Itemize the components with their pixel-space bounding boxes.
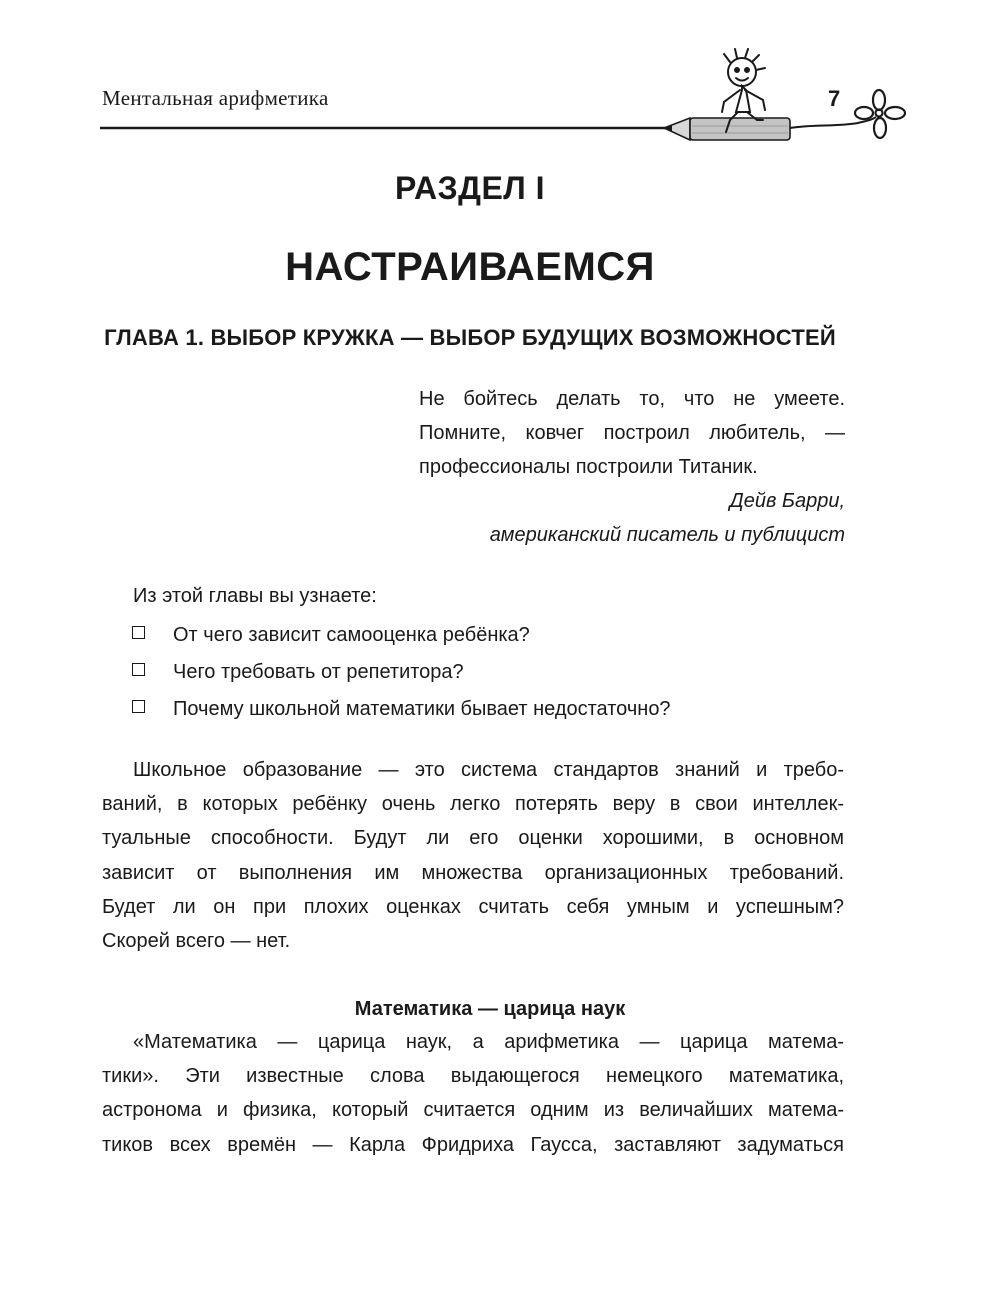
paragraph-line: туальные способности. Будут ли его оценки хорошими, в основном <box>102 827 844 850</box>
page-number: 7 <box>828 86 841 111</box>
checkbox-bullet-icon <box>132 626 145 639</box>
section-label: РАЗДЕЛ I <box>394 170 546 206</box>
checkbox-bullet-icon <box>132 700 145 713</box>
paragraph-line: Скорей всего — нет. <box>102 930 291 953</box>
body-paragraph <box>102 753 844 958</box>
body-paragraph <box>102 1025 844 1162</box>
goals-list <box>132 620 671 731</box>
header-decoration <box>0 0 987 170</box>
list-item <box>132 620 671 657</box>
goals-lead-in: Из этой главы вы узнаете: <box>133 585 377 607</box>
paragraph-line: астронома и физика, который считается одним из величайших матема- <box>102 1099 844 1122</box>
list-item <box>132 657 671 694</box>
paragraph-line: Будет ли он при плохих оценках считать себя умным и успешным? <box>102 895 844 918</box>
list-item-text: Почему школьной математики бывает недостаточно? <box>173 698 671 720</box>
chapter-title: ГЛАВА 1. ВЫБОР КРУЖКА — ВЫБОР БУДУЩИХ ВОЗМОЖНОСТЕЙ <box>104 325 836 350</box>
list-item-text: От чего зависит самооценка ребёнка? <box>173 624 530 646</box>
flower-icon <box>855 90 905 138</box>
paragraph-line: «Математика — царица наук, а арифметика — царица матема- <box>133 1031 844 1053</box>
checkbox-bullet-icon <box>132 663 145 676</box>
paragraph-line: тики». Эти известные слова выдающегося немецкого математика, <box>102 1065 844 1088</box>
running-title: Ментальная арифметика <box>102 86 329 110</box>
epigraph-author-description: американский писатель и публицист <box>489 524 845 546</box>
epigraph-author: Дейв Барри, <box>729 490 845 512</box>
part-title: НАСТРАИВАЕМСЯ <box>285 245 655 289</box>
list-item-text: Чего требовать от репетитора? <box>173 661 464 683</box>
epigraph-line: Помните, ковчег построил любитель, — <box>419 422 845 444</box>
epigraph <box>419 382 845 552</box>
epigraph-line: профессионалы построили Титаник. <box>419 456 758 478</box>
subheading: Математика — царица наук <box>354 998 626 1020</box>
paragraph-line: Школьное образование — это система стандартов знаний и требо- <box>133 759 844 781</box>
paragraph-line: тиков всех времён — Карла Фридриха Гаусса, заставляют задуматься <box>102 1133 844 1156</box>
paragraph-line: зависит от выполнения им множества организационных требований. <box>102 861 844 884</box>
list-item <box>132 694 671 731</box>
epigraph-line: Не бойтесь делать то, что не умеете. <box>419 388 845 410</box>
paragraph-line: ваний, в которых ребёнку очень легко потерять веру в свои интеллек- <box>102 793 844 816</box>
